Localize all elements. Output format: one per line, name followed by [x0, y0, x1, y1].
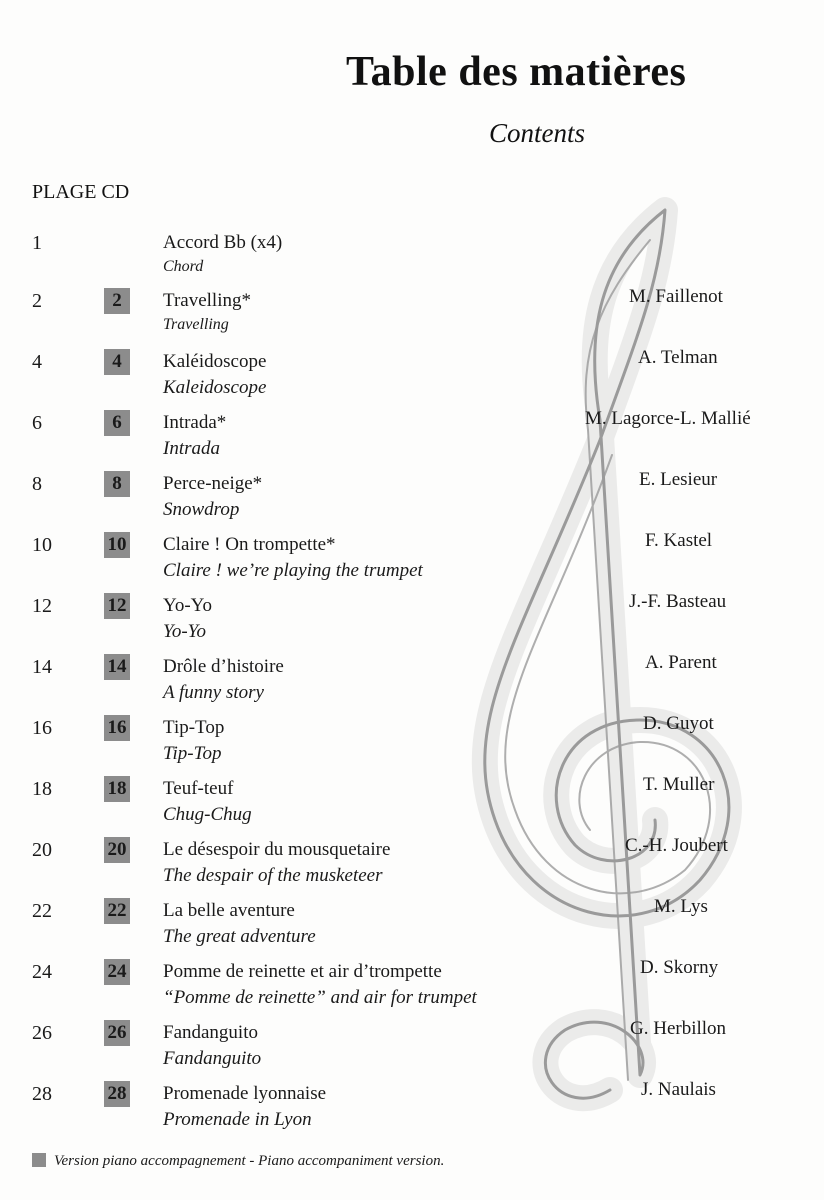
cd-track-badge: 28 [104, 1081, 130, 1107]
cd-track-badge: 16 [104, 715, 130, 741]
composer-name: T. Muller [643, 774, 715, 795]
title-english: Intrada [163, 438, 220, 459]
toc-entry [0, 1079, 824, 1135]
page-number: 14 [32, 656, 52, 678]
page-subtitle: Contents [489, 118, 586, 148]
composer-name: E. Lesieur [639, 469, 718, 490]
title-english: Snowdrop [163, 499, 240, 520]
title-french: Le désespoir du mousquetaire [163, 839, 391, 860]
cd-track-badge: 18 [104, 776, 130, 802]
composer-name: A. Parent [645, 652, 717, 673]
title-french: Accord Bb (x4) [163, 232, 283, 253]
cd-track-badge: 20 [104, 837, 130, 863]
composer-name: G. Herbillon [630, 1018, 727, 1039]
toc-entry [0, 835, 824, 891]
page-number: 22 [32, 900, 52, 922]
composer-name: M. Lys [654, 896, 708, 917]
toc-entry [0, 957, 824, 1013]
composer-name: J. Naulais [641, 1079, 716, 1100]
composer-name: D. Guyot [643, 713, 714, 734]
cd-track-badge: 22 [104, 898, 130, 924]
title-french: Kaléidoscope [163, 351, 267, 372]
title-french: Travelling* [163, 290, 251, 311]
cd-track-badge: 14 [104, 654, 130, 680]
title-english: Claire ! we’re playing the trumpet [163, 560, 423, 581]
composer-name: M. Lagorce-L. Mallié [585, 408, 751, 429]
toc-entry [0, 469, 824, 525]
page-number: 4 [32, 351, 42, 373]
composer-name: F. Kastel [645, 530, 713, 551]
cd-track-badge: 24 [104, 959, 130, 985]
title-english: “Pomme de reinette” and air for trumpet [163, 987, 477, 1008]
title-french: La belle aventure [163, 900, 295, 921]
title-french: Perce-neige* [163, 473, 263, 494]
title-english: Travelling [163, 316, 229, 333]
title-english: Tip-Top [163, 743, 222, 764]
title-french: Claire ! On trompette* [163, 534, 336, 555]
title-english: Kaleidoscope [163, 377, 267, 398]
toc-entry [0, 774, 824, 830]
composer-name: C.-H. Joubert [625, 835, 728, 856]
footer-note [32, 1153, 444, 1170]
toc-entry [0, 713, 824, 769]
title-french: Drôle d’histoire [163, 656, 284, 677]
toc-entry [0, 591, 824, 647]
cd-track-badge: 2 [104, 288, 130, 314]
page-number: 8 [32, 473, 42, 495]
title-english: Promenade in Lyon [163, 1109, 312, 1130]
title-english: A funny story [163, 682, 264, 703]
title-english: Fandanguito [163, 1048, 262, 1069]
page-number: 16 [32, 717, 52, 739]
page-number: 12 [32, 595, 52, 617]
composer-name: D. Skorny [640, 957, 719, 978]
page-number: 6 [32, 412, 42, 434]
title-french: Promenade lyonnaise [163, 1083, 327, 1104]
title-french: Pomme de reinette et air d’trompette [163, 961, 442, 982]
toc-entry [0, 347, 824, 403]
title-english: Yo-Yo [163, 621, 206, 642]
page-number: 2 [32, 290, 42, 312]
title-french: Intrada* [163, 412, 227, 433]
page-number: 1 [32, 232, 42, 254]
footer-note-text: Version piano accompagnement - Piano accompaniment version. [54, 1153, 445, 1169]
page-number: 24 [32, 961, 52, 983]
toc-entry [0, 530, 824, 586]
page-number: 28 [32, 1083, 52, 1105]
title-french: Yo-Yo [163, 595, 212, 616]
toc-entry [0, 286, 824, 342]
cd-track-badge: 10 [104, 532, 130, 558]
page-number: 20 [32, 839, 52, 861]
page-number: 18 [32, 778, 52, 800]
title-french: Fandanguito [163, 1022, 258, 1043]
composer-name: J.-F. Basteau [629, 591, 727, 612]
title-english: The great adventure [163, 926, 316, 947]
page-title: Table des matières [346, 49, 687, 95]
cd-track-badge: 26 [104, 1020, 130, 1046]
composer-name: M. Faillenot [629, 286, 723, 307]
page-number: 10 [32, 534, 52, 556]
title-english: The despair of the musketeer [163, 865, 383, 886]
title-french: Tip-Top [163, 717, 225, 738]
cd-track-badge: 4 [104, 349, 130, 375]
toc-entry [0, 896, 824, 952]
toc-entry [0, 408, 824, 464]
cd-track-badge: 12 [104, 593, 130, 619]
toc-entry [0, 652, 824, 708]
page-number: 26 [32, 1022, 52, 1044]
title-french: Teuf-teuf [163, 778, 234, 799]
toc-entry [0, 1018, 824, 1074]
composer-name: A. Telman [638, 347, 718, 368]
toc-entry [0, 228, 824, 284]
cd-track-badge: 8 [104, 471, 130, 497]
cd-track-column-label: PLAGE CD [32, 181, 130, 203]
grey-square-icon [32, 1153, 46, 1167]
title-english: Chug-Chug [163, 804, 252, 825]
title-english: Chord [163, 258, 204, 275]
cd-track-badge: 6 [104, 410, 130, 436]
